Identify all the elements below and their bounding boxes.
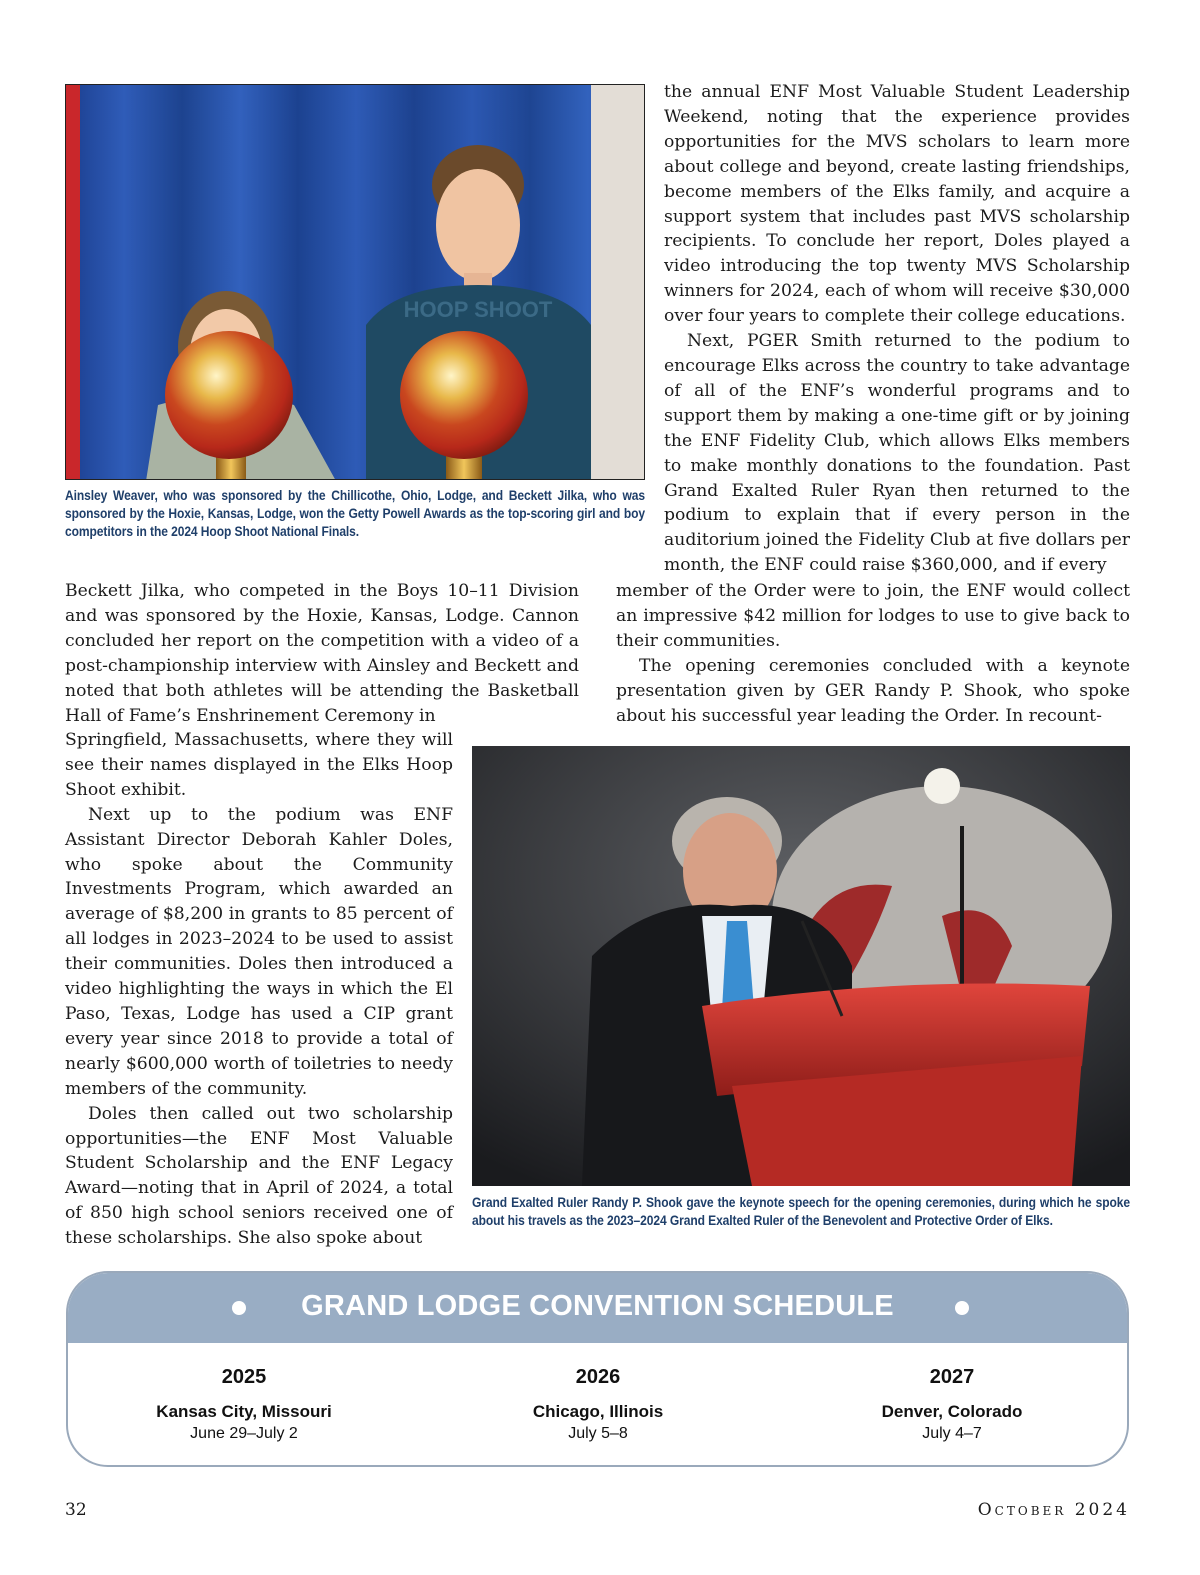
issue-date: October 2024: [977, 1500, 1130, 1520]
schedule-city: Chicago, Illinois: [532, 1402, 664, 1421]
schedule-city: Denver, Colorado: [881, 1402, 1023, 1421]
schedule-city: Kansas City, Missouri: [156, 1402, 332, 1421]
bullet-dot-icon: [955, 1301, 969, 1315]
article-left-column-bottom: [65, 728, 453, 1251]
article-left-column-top: [65, 579, 579, 728]
article-paragraph: member of the Order were to join, the ENF would collect an impressive $42 million for lodges to use to give back to their communities.: [616, 581, 1130, 651]
photo-keynote-speaker: [472, 746, 1130, 1186]
photo2-caption: Grand Exalted Ruler Randy P. Shook gave the keynote speech for the opening ceremonies, during which he spoke about his travels as the 2023–2024 Grand Exalted Ruler of the Benevolent and Protective Order of Elks.: [472, 1195, 1130, 1228]
article-paragraph: Doles then called out two scholarship opportunities—the ENF Most Valuable Student Scholarship and the ENF Legacy Award—noting that in April of 2024, a total of 850 high school seniors received one of these scholarships. She also spoke about: [65, 1103, 453, 1249]
schedule-dates: June 29–July 2: [190, 1425, 298, 1442]
schedule-year: 2026: [575, 1366, 621, 1388]
photo1-caption: Ainsley Weaver, who was sponsored by the Chillicothe, Ohio, Lodge, and Beckett Jilka, who was sponsored by the Hoxie, Kansas, Lodge, won the Getty Powell Awards as the top-scoring girl and boy competitors in the 2024 Hoop Shoot National Finals.: [65, 488, 645, 539]
page-number: 32: [65, 1500, 87, 1520]
schedule-year: 2027: [929, 1366, 975, 1388]
schedule-dates: July 5–8: [568, 1425, 628, 1442]
schedule-entry: [448, 1365, 748, 1444]
article-right-column: [664, 80, 1130, 578]
schedule-entry: [802, 1365, 1102, 1444]
schedule-title: GRAND LODGE CONVENTION SCHEDULE: [301, 1290, 894, 1322]
schedule-year: 2025: [221, 1366, 267, 1388]
schedule-entry: [94, 1365, 394, 1444]
schedule-header: [68, 1273, 1127, 1343]
article-paragraph: Springfield, Massachusetts, where they will see their names displayed in the Elks Hoop Shoot exhibit.: [65, 730, 453, 800]
article-paragraph: Next up to the podium was ENF Assistant Director Deborah Kahler Doles, who spoke about the Community Investments Program, which awarded an average of $8,200 in grants to 85 percent of all lodges in 2023–2024 to be used to assist their communities. Doles then introduced a video highlighting the ways in which the El Paso, Texas, Lodge has used a CIP grant every year since 2018 to provide a total of nearly $600,000 worth of toiletries to needy members of the community.: [65, 804, 453, 1099]
article-paragraph: Next, PGER Smith returned to the podium to encourage Elks across the country to take advantage of all of the ENF’s wonderful programs and to support them by making a one-time gift or by joining the ENF Fidelity Club, which allows Elks members to make monthly donations to the foundation. Past Grand Exalted Ruler Ryan then returned to the podium to explain that if every person in the auditorium joined the Fidelity Club at five dollars per month, the ENF could raise $360,000, and if every: [664, 331, 1130, 576]
schedule-dates: July 4–7: [922, 1425, 982, 1442]
article-paragraph: the annual ENF Most Valuable Student Leadership Weekend, noting that the experience provides opportunities for the MVS scholars to learn more about college and beyond, create lasting friendships, become members of the Elks family, and acquire a support system that includes past MVS scholarship recipients. To conclude her report, Doles played a video introducing the top twenty MVS Scholarship winners for 2024, each of whom will receive $30,000 over four years to complete their college educations.: [664, 82, 1130, 327]
shirt-text: HOOP SHOOT: [403, 297, 553, 322]
convention-schedule-box: [66, 1271, 1129, 1467]
hoop-shoot-photo-illustration: [66, 85, 645, 480]
article-right-column-bottom: [616, 579, 1130, 728]
photo-hoop-shoot-winners: [65, 84, 645, 480]
article-paragraph: The opening ceremonies concluded with a keynote presentation given by GER Randy P. Shook, who spoke about his successful year leading the Order. In recount-: [616, 655, 1130, 726]
article-paragraph: Beckett Jilka, who competed in the Boys 10–11 Division and was sponsored by the Hoxie, Kansas, Lodge. Cannon concluded her report on the competition with a video of a post-championship interview with Ainsley and Beckett and noted that both athletes will be attending the Basketball Hall of Fame’s Enshrinement Ceremony in: [65, 581, 579, 726]
keynote-photo-illustration: [472, 746, 1130, 1186]
